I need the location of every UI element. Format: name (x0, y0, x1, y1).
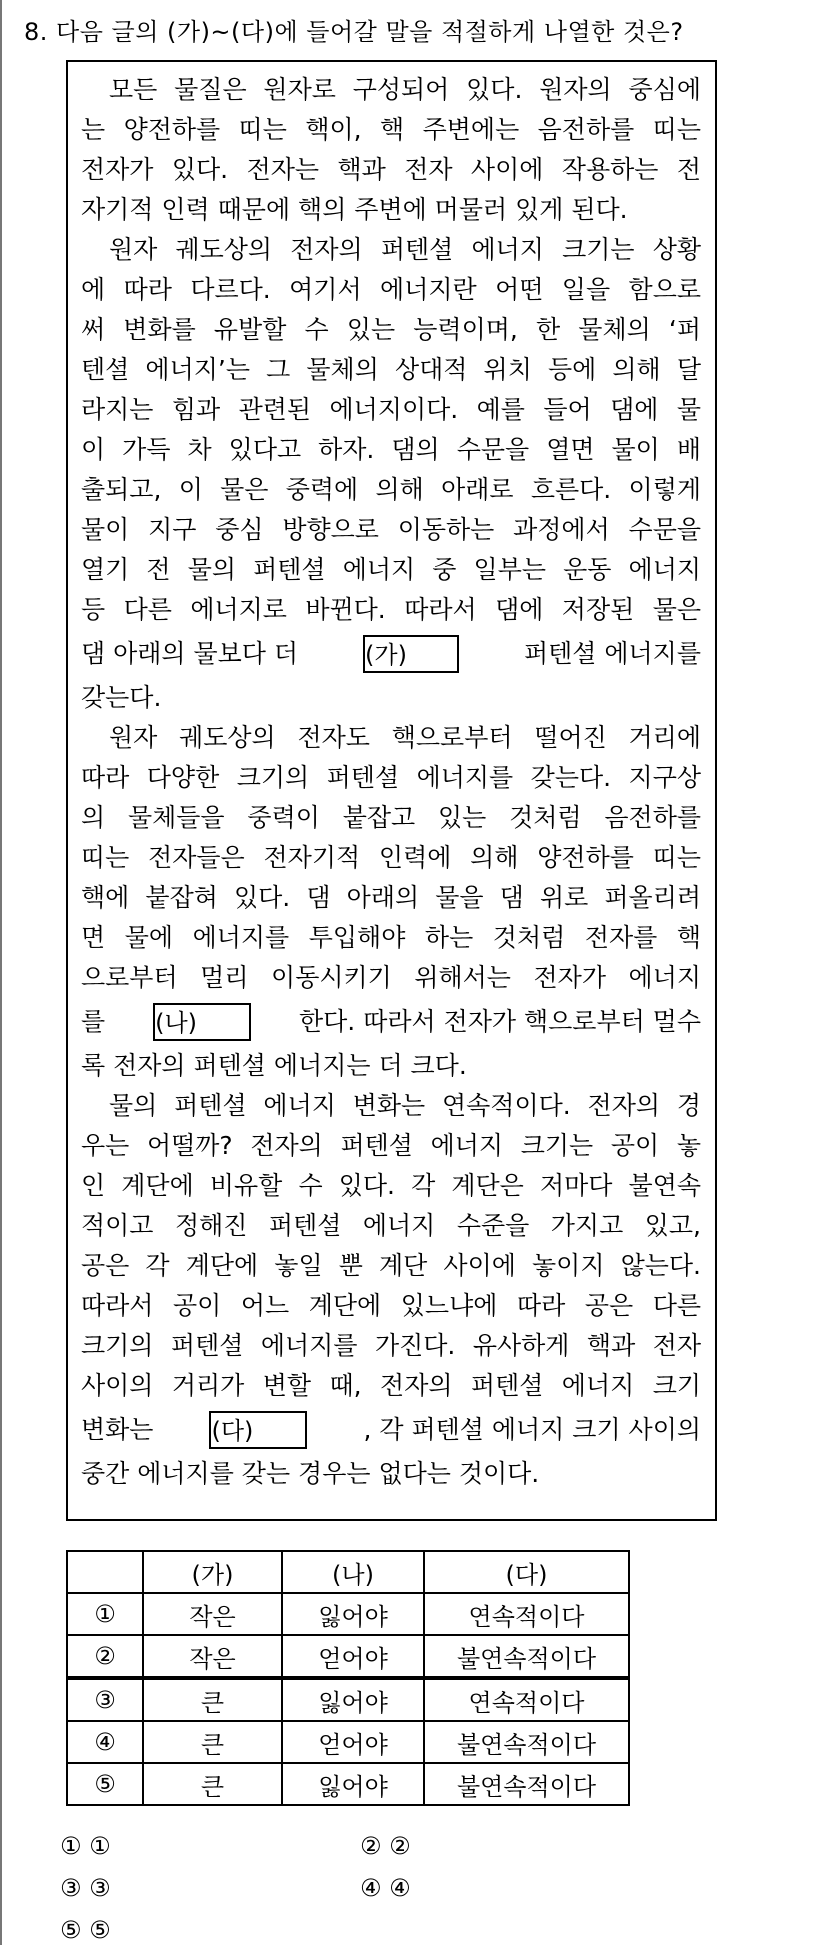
table-cell: 불연속적이다 (424, 1763, 629, 1805)
answer-option-5[interactable]: ⑤ ⑤ (60, 1916, 111, 1944)
table-cell: 연속적이다 (424, 1678, 629, 1721)
passage-line: 록 전자의 퍼텐셜 에너지는 더 크다. (81, 1051, 467, 1080)
table-header-row (67, 1551, 629, 1593)
table-row (67, 1721, 629, 1763)
table-header-cell (67, 1551, 143, 1593)
blank-line-after: 한다. 따라서 전자가 핵으로부터 멀수 (299, 1007, 701, 1036)
passage-line (81, 630, 701, 678)
passage-line: 는 양전하를 띠는 핵이, 핵 주변에는 음전하를 띠는 (81, 115, 701, 144)
passage-line: 이 가득 차 있다고 하자. 댐의 수문을 열면 물이 배 (81, 435, 701, 464)
table-cell: 작은 (143, 1593, 282, 1635)
blank-line-before: 를 (81, 1007, 106, 1036)
table-cell: 연속적이다 (424, 1593, 629, 1635)
passage-line: 인 계단에 비유할 수 있다. 각 계단은 저마다 불연속 (81, 1171, 701, 1200)
passage-line: 공은 각 계단에 놓일 뿐 계단 사이에 놓이지 않는다. (81, 1251, 701, 1280)
passage-line: 원자 궤도상의 전자도 핵으로부터 떨어진 거리에 (109, 723, 701, 752)
passage-line: 전자가 있다. 전자는 핵과 전자 사이에 작용하는 전 (81, 155, 701, 184)
passage-line: 사이의 거리가 변할 때, 전자의 퍼텐셜 에너지 크기 (81, 1371, 701, 1400)
blank-box: (다) (209, 1411, 307, 1449)
passage-line: 갖는다. (81, 683, 162, 712)
table-cell: 큰 (143, 1763, 282, 1805)
answer-option-1[interactable]: ① ① (60, 1832, 111, 1860)
passage-line: 면 물에 에너지를 투입해야 하는 것처럼 전자를 핵 (81, 923, 701, 952)
table-cell: ① (67, 1593, 143, 1635)
table-cell: ② (67, 1635, 143, 1678)
table-row (67, 1678, 629, 1721)
passage-line: 모든 물질은 원자로 구성되어 있다. 원자의 중심에 (109, 75, 701, 104)
table-header-cell: (가) (143, 1551, 282, 1593)
passage-line: 크기의 퍼텐셜 에너지를 가진다. 유사하게 핵과 전자 (81, 1331, 701, 1360)
passage-line: 에 따라 다르다. 여기서 에너지란 어떤 일을 함으로 (81, 275, 701, 304)
table-cell: ⑤ (67, 1763, 143, 1805)
table-row (67, 1635, 629, 1678)
passage-line: 열기 전 물의 퍼텐셜 에너지 중 일부는 운동 에너지 (81, 555, 701, 584)
blank-line-after: 퍼텐셜 에너지를 (523, 639, 701, 668)
passage-box (66, 60, 717, 1521)
table-cell: 얻어야 (282, 1721, 424, 1763)
answer-option-3[interactable]: ③ ③ (60, 1874, 111, 1902)
passage-line: 중간 에너지를 갖는 경우는 없다는 것이다. (81, 1459, 540, 1488)
passage-line (81, 998, 701, 1046)
answer-option-4[interactable]: ④ ④ (360, 1874, 411, 1902)
table-cell: 얻어야 (282, 1635, 424, 1678)
passage-line: 의 물체들을 중력이 붙잡고 있는 것처럼 음전하를 (81, 803, 701, 832)
table-cell: 불연속적이다 (424, 1635, 629, 1678)
table-cell: 잃어야 (282, 1678, 424, 1721)
passage-line: 우는 어떨까? 전자의 퍼텐셜 에너지 크기는 공이 놓 (81, 1131, 701, 1160)
passage-line: 라지는 힘과 관련된 에너지이다. 예를 들어 댐에 물 (81, 395, 701, 424)
blank-line-before: 변화는 (81, 1415, 154, 1444)
passage-line: 적이고 정해진 퍼텐셜 에너지 수준을 가지고 있고, (81, 1211, 701, 1240)
table-header-cell: (다) (424, 1551, 629, 1593)
passage-line: 으로부터 멀리 이동시키기 위해서는 전자가 에너지 (81, 963, 701, 992)
table-cell: 큰 (143, 1721, 282, 1763)
passage-line: 출되고, 이 물은 중력에 의해 아래로 흐른다. 이렇게 (81, 475, 701, 504)
passage-line: 따라서 공이 어느 계단에 있느냐에 따라 공은 다른 (81, 1291, 701, 1320)
blank-box: (나) (153, 1003, 251, 1041)
table-cell: 잃어야 (282, 1763, 424, 1805)
answer-table (66, 1550, 630, 1806)
table-cell: ④ (67, 1721, 143, 1763)
blank-box: (가) (363, 635, 459, 673)
passage-line (81, 1406, 701, 1454)
passage-line: 물의 퍼텐셜 에너지 변화는 연속적이다. 전자의 경 (109, 1091, 701, 1120)
table-cell: ③ (67, 1678, 143, 1721)
table-cell: 큰 (143, 1678, 282, 1721)
table-cell: 불연속적이다 (424, 1721, 629, 1763)
table-row (67, 1763, 629, 1805)
table-header-cell: (나) (282, 1551, 424, 1593)
blank-line-after: , 각 퍼텐셜 에너지 크기 사이의 (363, 1415, 701, 1444)
answer-option-2[interactable]: ② ② (360, 1832, 411, 1860)
page-left-border (0, 0, 2, 1945)
passage-line: 등 다른 에너지로 바뀐다. 따라서 댐에 저장된 물은 (81, 595, 701, 624)
passage-line: 텐셜 에너지’는 그 물체의 상대적 위치 등에 의해 달 (81, 355, 701, 384)
question-title: 8. 다음 글의 (가)~(다)에 들어갈 말을 적절하게 나열한 것은? (24, 18, 684, 46)
passage-line: 원자 궤도상의 전자의 퍼텐셜 에너지 크기는 상황 (109, 235, 701, 264)
passage-line: 자기적 인력 때문에 핵의 주변에 머물러 있게 된다. (81, 195, 628, 224)
table-row (67, 1593, 629, 1635)
table-cell: 잃어야 (282, 1593, 424, 1635)
passage-line: 따라 다양한 크기의 퍼텐셜 에너지를 갖는다. 지구상 (81, 763, 701, 792)
passage-line: 써 변화를 유발할 수 있는 능력이며, 한 물체의 ‘퍼 (81, 315, 701, 344)
passage-line: 물이 지구 중심 방향으로 이동하는 과정에서 수문을 (81, 515, 701, 544)
passage-line: 띠는 전자들은 전자기적 인력에 의해 양전하를 띠는 (81, 843, 701, 872)
passage-line: 핵에 붙잡혀 있다. 댐 아래의 물을 댐 위로 퍼올리려 (81, 883, 701, 912)
blank-line-before: 댐 아래의 물보다 더 (81, 639, 299, 668)
table-cell: 작은 (143, 1635, 282, 1678)
